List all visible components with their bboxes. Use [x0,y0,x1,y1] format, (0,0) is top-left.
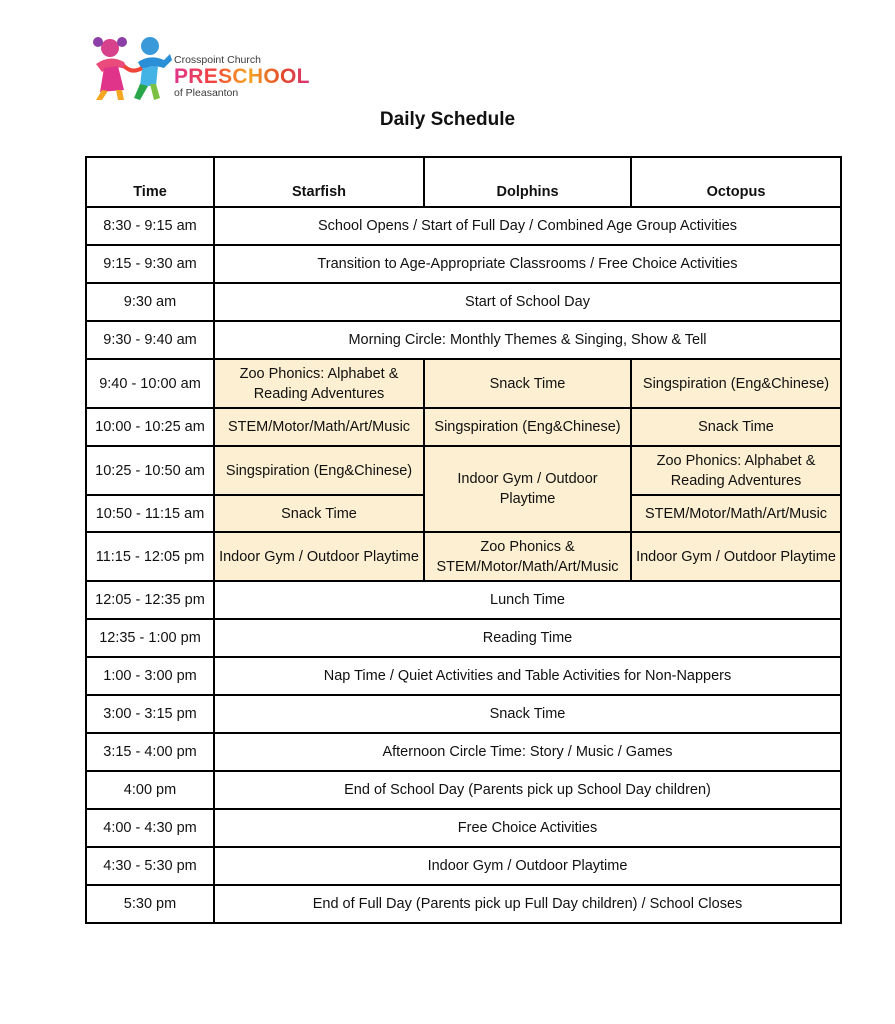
starfish-cell: Indoor Gym / Outdoor Playtime [214,532,424,581]
dolphins-cell: Singspiration (Eng&Chinese) [424,408,631,446]
activity-cell: Start of School Day [214,283,841,321]
activity-cell: School Opens / Start of Full Day / Combined Age Group Activities [214,207,841,245]
logo-church-name: Crosspoint Church [174,54,261,66]
time-cell: 5:30 pm [86,885,214,923]
dolphins-cell: Snack Time [424,359,631,408]
schedule-table [85,156,842,924]
page-title: Daily Schedule [379,109,516,130]
preschool-logo [88,34,308,104]
time-cell: 9:30 am [86,283,214,321]
octopus-cell: Snack Time [631,408,841,446]
activity-cell: End of Full Day (Parents pick up Full Day children) / School Closes [214,885,841,923]
table-header-row [86,157,841,207]
activity-cell: Free Choice Activities [214,809,841,847]
activity-cell: End of School Day (Parents pick up School Day children) [214,771,841,809]
time-cell: 4:00 pm [86,771,214,809]
table-row [86,245,841,283]
time-cell: 9:40 - 10:00 am [86,359,214,408]
activity-cell: Lunch Time [214,581,841,619]
header-dolphins: Dolphins [424,157,631,207]
activity-cell: Reading Time [214,619,841,657]
table-row [86,885,841,923]
activity-cell: Afternoon Circle Time: Story / Music / Games [214,733,841,771]
octopus-cell: Indoor Gym / Outdoor Playtime [631,532,841,581]
activity-cell: Transition to Age-Appropriate Classrooms / Free Choice Activities [214,245,841,283]
time-cell: 8:30 - 9:15 am [86,207,214,245]
header-starfish: Starfish [214,157,424,207]
time-cell: 10:25 - 10:50 am [86,446,214,495]
octopus-cell: STEM/Motor/Math/Art/Music [631,495,841,532]
octopus-cell: Singspiration (Eng&Chinese) [631,359,841,408]
table-row [86,408,841,446]
time-cell: 10:00 - 10:25 am [86,408,214,446]
table-row [86,771,841,809]
starfish-cell: Snack Time [214,495,424,532]
logo-location: of Pleasanton [174,87,239,99]
activity-cell: Nap Time / Quiet Activities and Table Activities for Non-Nappers [214,657,841,695]
table-row [86,283,841,321]
time-cell: 3:00 - 3:15 pm [86,695,214,733]
starfish-cell: STEM/Motor/Math/Art/Music [214,408,424,446]
time-cell: 10:50 - 11:15 am [86,495,214,532]
time-cell: 12:05 - 12:35 pm [86,581,214,619]
time-cell: 4:30 - 5:30 pm [86,847,214,885]
table-row [86,321,841,359]
dolphins-cell: Indoor Gym / Outdoor Playtime [424,446,631,532]
activity-cell: Morning Circle: Monthly Themes & Singing, Show & Tell [214,321,841,359]
logo-preschool-word: PRESCHOOL [174,65,310,88]
table-row [86,446,841,495]
time-cell: 9:30 - 9:40 am [86,321,214,359]
table-row [86,695,841,733]
table-row [86,207,841,245]
activity-cell: Indoor Gym / Outdoor Playtime [214,847,841,885]
table-row [86,532,841,581]
time-cell: 4:00 - 4:30 pm [86,809,214,847]
time-cell: 12:35 - 1:00 pm [86,619,214,657]
time-cell: 3:15 - 4:00 pm [86,733,214,771]
starfish-cell: Singspiration (Eng&Chinese) [214,446,424,495]
time-cell: 11:15 - 12:05 pm [86,532,214,581]
time-cell: 9:15 - 9:30 am [86,245,214,283]
octopus-cell: Zoo Phonics: Alphabet & Reading Adventures [631,446,841,495]
starfish-cell: Zoo Phonics: Alphabet & Reading Adventures [214,359,424,408]
activity-cell: Snack Time [214,695,841,733]
table-row [86,581,841,619]
children-logo-icon [88,34,174,102]
time-cell: 1:00 - 3:00 pm [86,657,214,695]
dolphins-cell: Zoo Phonics & STEM/Motor/Math/Art/Music [424,532,631,581]
table-row [86,657,841,695]
table-row [86,847,841,885]
table-row [86,359,841,408]
table-row [86,733,841,771]
header-time: Time [86,157,214,207]
table-row [86,809,841,847]
table-row [86,619,841,657]
header-octopus: Octopus [631,157,841,207]
